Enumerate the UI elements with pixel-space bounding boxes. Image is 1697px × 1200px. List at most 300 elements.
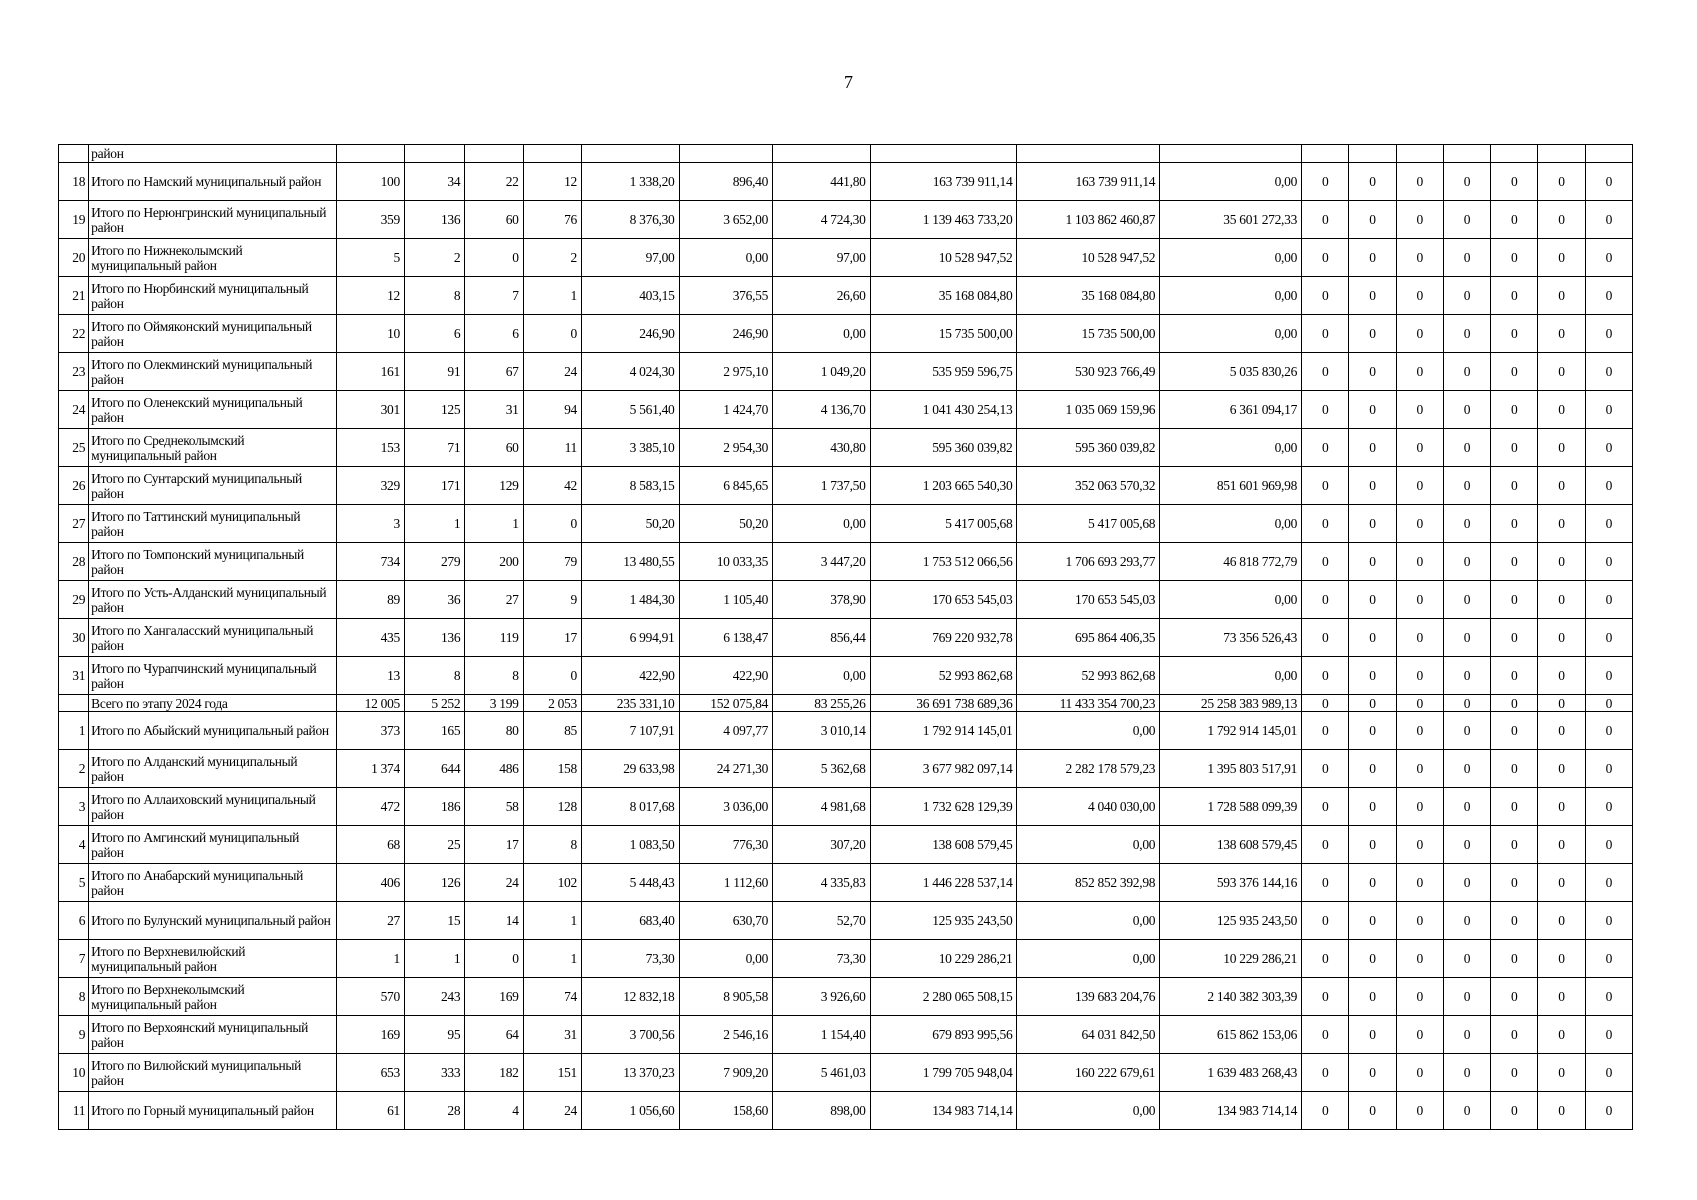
cell-col-8: 0,00: [679, 239, 773, 277]
cell-col-8: 1 105,40: [679, 581, 773, 619]
cell-col-4: 8: [404, 277, 464, 315]
cell-col-18: 0: [1538, 163, 1585, 201]
cell-col-15: 0: [1396, 391, 1443, 429]
cell-col-16: 0: [1443, 391, 1490, 429]
cell-col-13: 0: [1302, 695, 1349, 712]
cell-col-3: 12: [336, 277, 404, 315]
cell-col-11: 0,00: [1017, 902, 1160, 940]
cell-col-14: 0: [1349, 657, 1396, 695]
cell-col-9: 5 461,03: [773, 1054, 871, 1092]
cell-col-3: 12 005: [336, 695, 404, 712]
cell-col-10: 3 677 982 097,14: [870, 750, 1017, 788]
row-name: Итого по Среднеколымский муниципальный район: [89, 429, 336, 467]
cell-col-19: 0: [1585, 163, 1632, 201]
cell-col-4: 1: [404, 505, 464, 543]
cell-col-13: 0: [1302, 902, 1349, 940]
cell-col-19: 0: [1585, 940, 1632, 978]
cell-col-7: 8 376,30: [581, 201, 679, 239]
cell-col-12: 2 140 382 303,39: [1160, 978, 1302, 1016]
cell-col-8: 422,90: [679, 657, 773, 695]
cell-col-18: 0: [1538, 353, 1585, 391]
cell-col-6: 2: [523, 239, 581, 277]
row-name: Итого по Абыйский муниципальный район: [89, 712, 336, 750]
cell-col-17: 0: [1491, 543, 1538, 581]
cell-col-9: 26,60: [773, 277, 871, 315]
cell-col-5: 31: [465, 391, 523, 429]
cell-col-18: 0: [1538, 505, 1585, 543]
cell-col-7: 7 107,91: [581, 712, 679, 750]
cell-col-8: 2 546,16: [679, 1016, 773, 1054]
cell-col-6: 85: [523, 712, 581, 750]
row-name: Итого по Сунтарский муниципальный район: [89, 467, 336, 505]
table-row: [59, 1054, 1633, 1092]
cell-col-12: 6 361 094,17: [1160, 391, 1302, 429]
cell-col-19: 0: [1585, 429, 1632, 467]
cell-col-17: 0: [1491, 429, 1538, 467]
cell-col-13: 0: [1302, 750, 1349, 788]
cell-col-6: 24: [523, 353, 581, 391]
cell-col-3: 68: [336, 826, 404, 864]
table-row: [59, 391, 1633, 429]
cell-col-14: 0: [1349, 163, 1396, 201]
cell-col-7: 683,40: [581, 902, 679, 940]
cell-col-12: 0,00: [1160, 163, 1302, 201]
row-name: Итого по Аллаиховский муниципальный район: [89, 788, 336, 826]
cell-col-17: 0: [1491, 581, 1538, 619]
cell-col-3: 100: [336, 163, 404, 201]
cell-col-19: 0: [1585, 864, 1632, 902]
cell-col-19: 0: [1585, 750, 1632, 788]
table-row: [59, 750, 1633, 788]
cell-col-9: 3 010,14: [773, 712, 871, 750]
row-name: Итого по Таттинский муниципальный район: [89, 505, 336, 543]
cell-col-15: 0: [1396, 277, 1443, 315]
cell-col-15: 0: [1396, 1016, 1443, 1054]
table-row: [59, 239, 1633, 277]
cell-col-6: 0: [523, 315, 581, 353]
cell-col-7: 97,00: [581, 239, 679, 277]
cell-col-12: 138 608 579,45: [1160, 826, 1302, 864]
cell-col-16: 0: [1443, 826, 1490, 864]
cell-col-5: 64: [465, 1016, 523, 1054]
cell-col-6: 102: [523, 864, 581, 902]
cell-col-13: 0: [1302, 391, 1349, 429]
cell-col-11: 10 528 947,52: [1017, 239, 1160, 277]
cell-col-10: 138 608 579,45: [870, 826, 1017, 864]
cell-col-5: 4: [465, 1092, 523, 1130]
cell-col-15: 0: [1396, 581, 1443, 619]
row-name: Итого по Алданский муниципальный район: [89, 750, 336, 788]
cell-col-19: 0: [1585, 201, 1632, 239]
cell-col-13: 0: [1302, 353, 1349, 391]
cell-col-5: 22: [465, 163, 523, 201]
cell-col-18: 0: [1538, 978, 1585, 1016]
cell-col-15: 0: [1396, 864, 1443, 902]
cell-col-9: 73,30: [773, 940, 871, 978]
cell-col-17: 0: [1491, 353, 1538, 391]
cell-col-16: 0: [1443, 201, 1490, 239]
row-number: 19: [59, 201, 89, 239]
cell-col-6: 31: [523, 1016, 581, 1054]
cell-col-3: 734: [336, 543, 404, 581]
cell-col-18: 0: [1538, 581, 1585, 619]
cell-col-13: 0: [1302, 467, 1349, 505]
row-number: 28: [59, 543, 89, 581]
cell-col-9: 0,00: [773, 505, 871, 543]
cell-col-10: 1 203 665 540,30: [870, 467, 1017, 505]
cell-col-11: 530 923 766,49: [1017, 353, 1160, 391]
cell-col-7: 1 338,20: [581, 163, 679, 201]
cell-col-5: 0: [465, 239, 523, 277]
cell-col-14: 0: [1349, 1016, 1396, 1054]
cell-col-6: 0: [523, 657, 581, 695]
cell-col-17: 0: [1491, 940, 1538, 978]
cell-col-10: 1 753 512 066,56: [870, 543, 1017, 581]
cell-col-17: 0: [1491, 788, 1538, 826]
cell-col-7: 12 832,18: [581, 978, 679, 1016]
row-name: Итого по Нижнеколымский муниципальный район: [89, 239, 336, 277]
cell-col-8: 246,90: [679, 315, 773, 353]
cell-col-7: 13 480,55: [581, 543, 679, 581]
cell-col-10: 1 732 628 129,39: [870, 788, 1017, 826]
cell-col-9: 52,70: [773, 902, 871, 940]
cell-col-19: 0: [1585, 1092, 1632, 1130]
cell-col-5: 0: [465, 940, 523, 978]
cell-col-14: 0: [1349, 543, 1396, 581]
cell-col-12: 10 229 286,21: [1160, 940, 1302, 978]
cell-col-14: 0: [1349, 978, 1396, 1016]
row-name: Всего по этапу 2024 года: [89, 695, 336, 712]
cell-col-4: 125: [404, 391, 464, 429]
cell-col-10: 35 168 084,80: [870, 277, 1017, 315]
cell-col-7: 403,15: [581, 277, 679, 315]
cell-col-15: 0: [1396, 1092, 1443, 1130]
cell-col-15: 0: [1396, 712, 1443, 750]
row-number: 4: [59, 826, 89, 864]
cell-col-18: 0: [1538, 657, 1585, 695]
row-number: 8: [59, 978, 89, 1016]
cell-col-18: 0: [1538, 826, 1585, 864]
row-number: 30: [59, 619, 89, 657]
cell-col-18: 0: [1538, 1016, 1585, 1054]
cell-col-12: 134 983 714,14: [1160, 1092, 1302, 1130]
cell-col-8: 896,40: [679, 163, 773, 201]
cell-col-4: 644: [404, 750, 464, 788]
cell-col-17: 0: [1491, 163, 1538, 201]
cell-col-17: 0: [1491, 978, 1538, 1016]
cell-col-4: 333: [404, 1054, 464, 1092]
cell-col-18: 0: [1538, 543, 1585, 581]
cell-col-18: 0: [1538, 1092, 1585, 1130]
table-row: [59, 505, 1633, 543]
cell-col-19: 0: [1585, 712, 1632, 750]
cell-col-8: 3 652,00: [679, 201, 773, 239]
table-row: [59, 277, 1633, 315]
cell-col-9: 97,00: [773, 239, 871, 277]
cell-col-15: 0: [1396, 940, 1443, 978]
cell-col-5: 14: [465, 902, 523, 940]
cell-col-10: 125 935 243,50: [870, 902, 1017, 940]
cell-col-19: 0: [1585, 1016, 1632, 1054]
row-name: Итого по Булунский муниципальный район: [89, 902, 336, 940]
cell-col-9: 4 136,70: [773, 391, 871, 429]
cell-col-17: 0: [1491, 902, 1538, 940]
cell-col-12: 0,00: [1160, 657, 1302, 695]
cell-col-19: 0: [1585, 978, 1632, 1016]
cell-col-9: 4 724,30: [773, 201, 871, 239]
cell-col-17: 0: [1491, 657, 1538, 695]
cell-col-8: 1 112,60: [679, 864, 773, 902]
cell-col-11: 5 417 005,68: [1017, 505, 1160, 543]
cell-col-8: 6 845,65: [679, 467, 773, 505]
row-name: район: [89, 145, 336, 163]
cell-col-7: 4 024,30: [581, 353, 679, 391]
row-number: 18: [59, 163, 89, 201]
cell-col-19: 0: [1585, 277, 1632, 315]
cell-col-4: 126: [404, 864, 464, 902]
cell-col-15: 0: [1396, 826, 1443, 864]
row-name: Итого по Вилюйский муниципальный район: [89, 1054, 336, 1092]
cell-col-19: 0: [1585, 353, 1632, 391]
row-number: 26: [59, 467, 89, 505]
cell-col-15: 0: [1396, 429, 1443, 467]
row-number: 5: [59, 864, 89, 902]
row-name: Итого по Верхневилюйский муниципальный район: [89, 940, 336, 978]
cell-col-16: 0: [1443, 1092, 1490, 1130]
cell-col-10: 5 417 005,68: [870, 505, 1017, 543]
cell-col-19: 0: [1585, 826, 1632, 864]
cell-col-11: 0,00: [1017, 1092, 1160, 1130]
cell-col-14: 0: [1349, 712, 1396, 750]
cell-col-8: 158,60: [679, 1092, 773, 1130]
cell-col-16: 0: [1443, 467, 1490, 505]
cell-col-5: 1: [465, 505, 523, 543]
cell-col-12: 0,00: [1160, 429, 1302, 467]
cell-col-13: 0: [1302, 581, 1349, 619]
row-name: Итого по Нерюнгринский муниципальный район: [89, 201, 336, 239]
cell-col-7: 1 484,30: [581, 581, 679, 619]
cell-col-14: 0: [1349, 1054, 1396, 1092]
cell-col-17: 0: [1491, 1016, 1538, 1054]
cell-col-12: 0,00: [1160, 239, 1302, 277]
cell-col-13: 0: [1302, 201, 1349, 239]
table-row: [59, 1016, 1633, 1054]
cell-col-19: 0: [1585, 581, 1632, 619]
cell-col-8: 3 036,00: [679, 788, 773, 826]
cell-col-17: 0: [1491, 826, 1538, 864]
cell-col-5: 3 199: [465, 695, 523, 712]
cell-col-8: 10 033,35: [679, 543, 773, 581]
cell-col-15: 0: [1396, 619, 1443, 657]
cell-col-14: 0: [1349, 391, 1396, 429]
cell-col-4: 95: [404, 1016, 464, 1054]
cell-col-10: 1 041 430 254,13: [870, 391, 1017, 429]
cell-col-18: 0: [1538, 695, 1585, 712]
cell-col-17: 0: [1491, 315, 1538, 353]
row-name: Итого по Оленекский муниципальный район: [89, 391, 336, 429]
cell-col-17: 0: [1491, 1092, 1538, 1130]
cell-col-18: 0: [1538, 315, 1585, 353]
cell-col-15: 0: [1396, 978, 1443, 1016]
cell-col-12: 73 356 526,43: [1160, 619, 1302, 657]
cell-col-10: 52 993 862,68: [870, 657, 1017, 695]
cell-col-16: 0: [1443, 978, 1490, 1016]
table-row: [59, 1092, 1633, 1130]
cell-col-7: 8 583,15: [581, 467, 679, 505]
cell-col-11: 695 864 406,35: [1017, 619, 1160, 657]
row-name: Итого по Верхнеколымский муниципальный район: [89, 978, 336, 1016]
cell-col-16: 0: [1443, 657, 1490, 695]
cell-col-3: 27: [336, 902, 404, 940]
cell-col-12: 0,00: [1160, 505, 1302, 543]
cell-col-10: 10 528 947,52: [870, 239, 1017, 277]
cell-col-9: 3 447,20: [773, 543, 871, 581]
cell-col-6: 1: [523, 277, 581, 315]
cell-col-15: 0: [1396, 543, 1443, 581]
cell-col-16: 0: [1443, 581, 1490, 619]
row-name: Итого по Амгинский муниципальный район: [89, 826, 336, 864]
cell-col-19: 0: [1585, 543, 1632, 581]
cell-col-11: 0,00: [1017, 940, 1160, 978]
cell-col-5: 7: [465, 277, 523, 315]
cell-col-8: 630,70: [679, 902, 773, 940]
cell-col-17: 0: [1491, 695, 1538, 712]
cell-col-6: 12: [523, 163, 581, 201]
table-row: [59, 788, 1633, 826]
cell-col-6: 76: [523, 201, 581, 239]
cell-col-11: 0,00: [1017, 712, 1160, 750]
cell-col-11: 1 035 069 159,96: [1017, 391, 1160, 429]
cell-col-14: 0: [1349, 619, 1396, 657]
cell-col-14: 0: [1349, 940, 1396, 978]
cell-col-6: 74: [523, 978, 581, 1016]
cell-col-8: 50,20: [679, 505, 773, 543]
cell-col-12: 0,00: [1160, 315, 1302, 353]
cell-col-13: 0: [1302, 543, 1349, 581]
cell-col-10: 15 735 500,00: [870, 315, 1017, 353]
cell-col-9: 441,80: [773, 163, 871, 201]
cell-col-13: 0: [1302, 1054, 1349, 1092]
cell-col-14: 0: [1349, 239, 1396, 277]
cell-col-10: 679 893 995,56: [870, 1016, 1017, 1054]
cell-col-4: 5 252: [404, 695, 464, 712]
cell-col-3: 329: [336, 467, 404, 505]
row-name: Итого по Олекминский муниципальный район: [89, 353, 336, 391]
cell-col-17: 0: [1491, 505, 1538, 543]
cell-col-17: 0: [1491, 712, 1538, 750]
table-row-continuation: [59, 145, 1633, 163]
cell-col-16: 0: [1443, 712, 1490, 750]
cell-col-4: 8: [404, 657, 464, 695]
cell-col-14: 0: [1349, 353, 1396, 391]
cell-col-8: 24 271,30: [679, 750, 773, 788]
cell-col-13: 0: [1302, 277, 1349, 315]
cell-col-9: 0,00: [773, 315, 871, 353]
cell-col-5: 67: [465, 353, 523, 391]
cell-col-9: 83 255,26: [773, 695, 871, 712]
cell-col-8: 4 097,77: [679, 712, 773, 750]
row-name: Итого по Нюрбинский муниципальный район: [89, 277, 336, 315]
table-row: [59, 619, 1633, 657]
cell-col-7: 5 561,40: [581, 391, 679, 429]
cell-col-7: 1 083,50: [581, 826, 679, 864]
cell-col-10: 2 280 065 508,15: [870, 978, 1017, 1016]
cell-col-11: 352 063 570,32: [1017, 467, 1160, 505]
cell-col-4: 136: [404, 619, 464, 657]
cell-col-16: 0: [1443, 543, 1490, 581]
cell-col-18: 0: [1538, 391, 1585, 429]
cell-col-13: 0: [1302, 657, 1349, 695]
cell-col-16: 0: [1443, 353, 1490, 391]
cell-col-19: 0: [1585, 315, 1632, 353]
cell-col-19: 0: [1585, 467, 1632, 505]
cell-col-16: 0: [1443, 277, 1490, 315]
cell-col-17: 0: [1491, 239, 1538, 277]
cell-col-14: 0: [1349, 201, 1396, 239]
cell-col-12: 1 395 803 517,91: [1160, 750, 1302, 788]
cell-col-3: 472: [336, 788, 404, 826]
cell-col-15: 0: [1396, 239, 1443, 277]
cell-col-4: 25: [404, 826, 464, 864]
cell-col-4: 15: [404, 902, 464, 940]
cell-col-11: 4 040 030,00: [1017, 788, 1160, 826]
cell-col-5: 58: [465, 788, 523, 826]
row-name: Итого по Хангаласский муниципальный район: [89, 619, 336, 657]
cell-col-10: 1 799 705 948,04: [870, 1054, 1017, 1092]
cell-col-18: 0: [1538, 750, 1585, 788]
cell-col-5: 27: [465, 581, 523, 619]
cell-col-19: 0: [1585, 391, 1632, 429]
cell-col-15: 0: [1396, 315, 1443, 353]
row-number: 6: [59, 902, 89, 940]
cell-col-5: 129: [465, 467, 523, 505]
cell-col-10: 1 139 463 733,20: [870, 201, 1017, 239]
cell-col-4: 28: [404, 1092, 464, 1130]
table-row: [59, 902, 1633, 940]
cell-col-7: 6 994,91: [581, 619, 679, 657]
cell-col-16: 0: [1443, 1016, 1490, 1054]
row-number: 31: [59, 657, 89, 695]
cell-col-18: 0: [1538, 467, 1585, 505]
cell-col-14: 0: [1349, 277, 1396, 315]
cell-col-6: 2 053: [523, 695, 581, 712]
cell-col-17: 0: [1491, 467, 1538, 505]
cell-col-5: 17: [465, 826, 523, 864]
cell-col-7: 235 331,10: [581, 695, 679, 712]
cell-col-18: 0: [1538, 902, 1585, 940]
cell-col-15: 0: [1396, 1054, 1443, 1092]
cell-col-10: 134 983 714,14: [870, 1092, 1017, 1130]
cell-col-12: 1 639 483 268,43: [1160, 1054, 1302, 1092]
cell-col-8: 0,00: [679, 940, 773, 978]
cell-col-6: 94: [523, 391, 581, 429]
cell-col-5: 80: [465, 712, 523, 750]
cell-col-17: 0: [1491, 1054, 1538, 1092]
cell-col-6: 1: [523, 940, 581, 978]
cell-col-17: 0: [1491, 277, 1538, 315]
cell-col-3: 359: [336, 201, 404, 239]
cell-col-8: 8 905,58: [679, 978, 773, 1016]
cell-col-9: 5 362,68: [773, 750, 871, 788]
cell-col-3: 435: [336, 619, 404, 657]
cell-col-10: 595 360 039,82: [870, 429, 1017, 467]
cell-col-3: 653: [336, 1054, 404, 1092]
cell-col-5: 200: [465, 543, 523, 581]
table-body: [59, 145, 1633, 1130]
cell-col-16: 0: [1443, 429, 1490, 467]
cell-col-7: 73,30: [581, 940, 679, 978]
cell-col-13: 0: [1302, 619, 1349, 657]
